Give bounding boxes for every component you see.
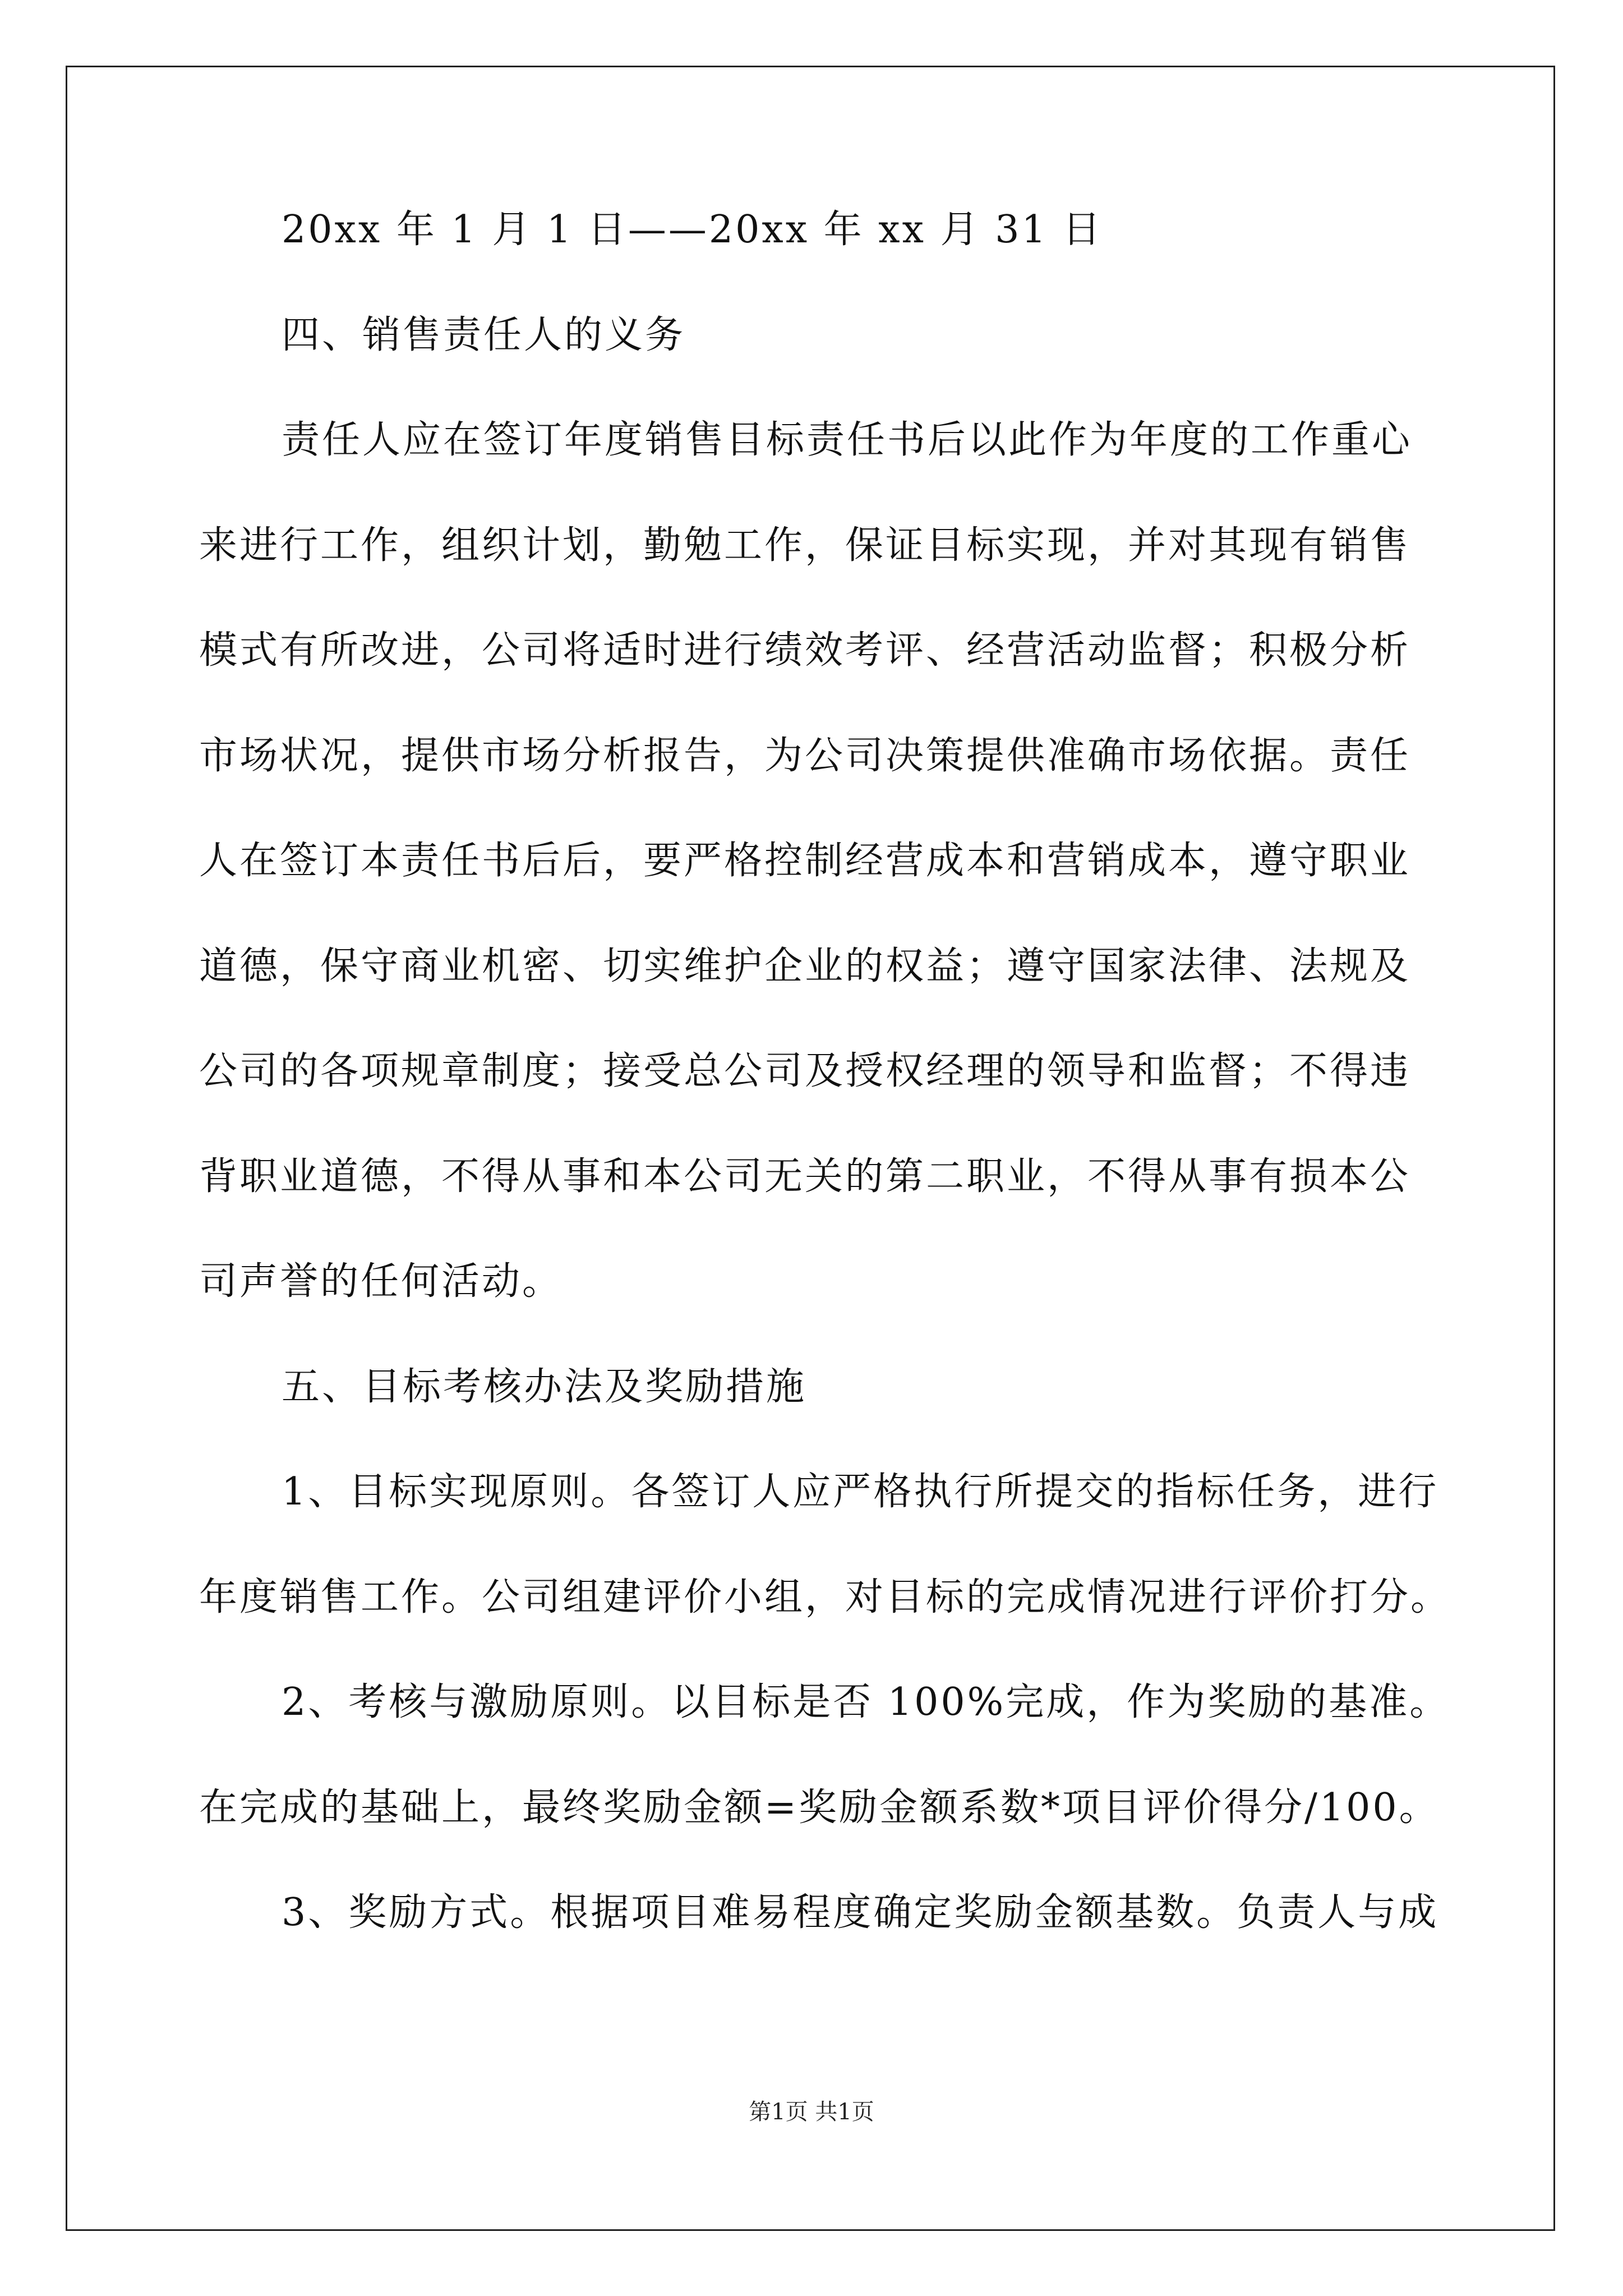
paragraph-line: 3、奖励方式。根据项目难易程度确定奖励金额基数。负责人与成 xyxy=(282,1890,1439,1935)
paragraph-line: 责任人应在签订年度销售目标责任书后以此作为年度的工作重心 xyxy=(282,418,1413,462)
section-heading-5: 五、目标考核办法及奖励措施 xyxy=(282,1365,807,1409)
date-range-line: 20xx 年 1 月 1 日——20xx 年 xx 月 31 日 xyxy=(282,208,1103,252)
paragraph-line: 2、考核与激励原则。以目标是否 100%完成，作为奖励的基准。 xyxy=(282,1680,1450,1724)
paragraph-line: 背职业道德，不得从事和本公司无关的第二职业，不得从事有损本公 xyxy=(199,1154,1411,1199)
paragraph-line: 人在签订本责任书后后，要严格控制经营成本和营销成本，遵守职业 xyxy=(199,839,1411,883)
paragraph-line: 道德，保守商业机密、切实维护企业的权益；遵守国家法律、法规及 xyxy=(199,944,1411,988)
paragraph-line: 年度销售工作。公司组建评价小组，对目标的完成情况进行评价打分。 xyxy=(199,1575,1451,1619)
paragraph-line: 市场状况，提供市场分析报告，为公司决策提供准确市场依据。责任 xyxy=(199,734,1411,778)
paragraph-line: 司声誉的任何活动。 xyxy=(199,1259,563,1304)
paragraph-line: 公司的各项规章制度；接受总公司及授权经理的领导和监督；不得违 xyxy=(199,1049,1411,1093)
paragraph-line: 模式有所改进，公司将适时进行绩效考评、经营活动监督；积极分析 xyxy=(199,628,1411,673)
paragraph-line: 1、目标实现原则。各签订人应严格执行所提交的指标任务，进行 xyxy=(282,1470,1439,1514)
paragraph-line: 在完成的基础上，最终奖励金额=奖励金额系数*项目评价得分/100。 xyxy=(199,1786,1440,1830)
paragraph-line: 来进行工作，组织计划，勤勉工作，保证目标实现，并对其现有销售 xyxy=(199,523,1411,568)
page-footer: 第1页 共1页 xyxy=(749,2099,874,2125)
section-heading-4: 四、销售责任人的义务 xyxy=(282,313,686,357)
